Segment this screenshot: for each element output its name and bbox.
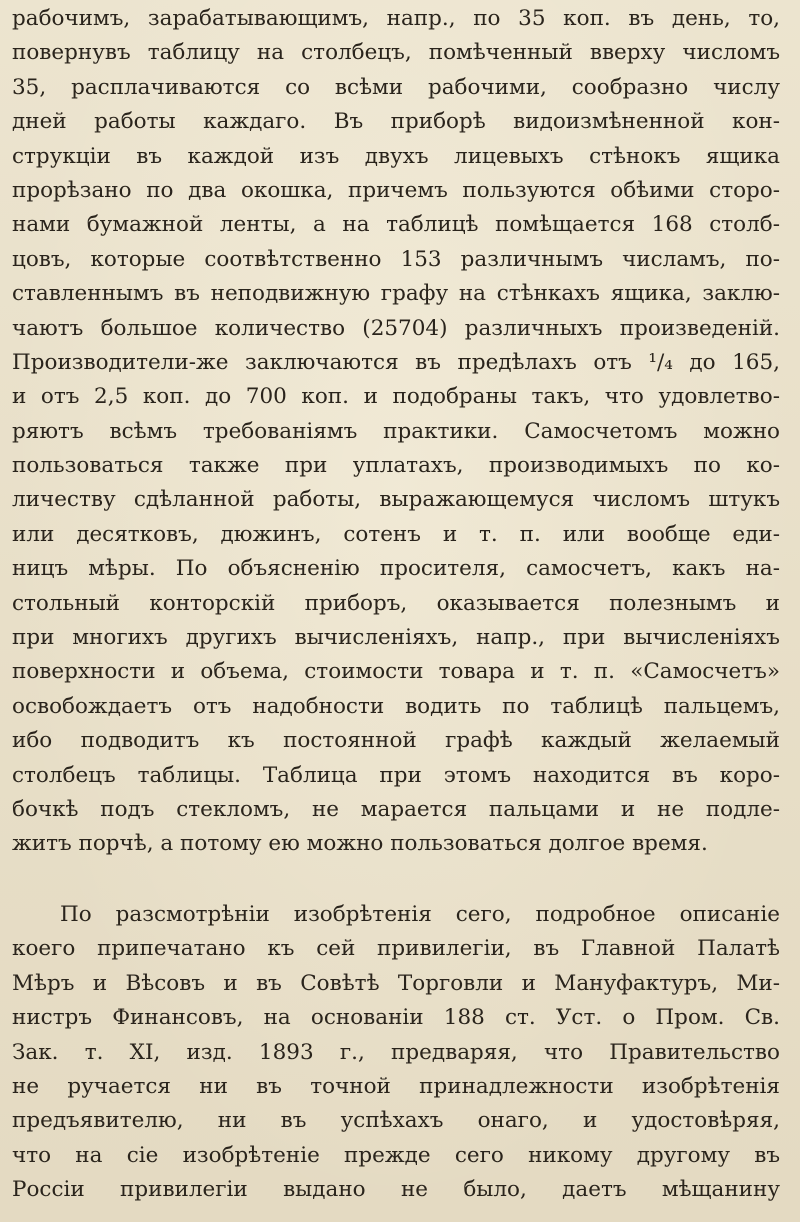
text-line: чаютъ большое количество (25704) различныхъ произведеній. xyxy=(12,315,780,341)
text-line: столбецъ таблицы. Таблица при этомъ находится въ коро- xyxy=(12,762,780,788)
text-line: предъявителю, ни въ успѣхахъ онаго, и удостовѣряя, xyxy=(12,1108,780,1134)
text-line: Мѣръ и Вѣсовъ и въ Совѣтѣ Торговли и Мануфактуръ, Ми- xyxy=(12,970,780,996)
text-line: ставленнымъ въ неподвижную графу на стѣнкахъ ящика, заклю- xyxy=(12,281,780,307)
text-line: стольный конторскій приборъ, оказывается полезнымъ и xyxy=(12,590,780,616)
text-line: или десятковъ, дюжинъ, сотенъ и т. п. или вообще еди- xyxy=(12,521,780,547)
text-line: поверхности и объема, стоимости товара и т. п. «Самосчетъ» xyxy=(12,659,780,685)
text-line: при многихъ другихъ вычисленіяхъ, напр., при вычисленіяхъ xyxy=(12,625,780,651)
text-line: и отъ 2,5 коп. до 700 коп. и подобраны такъ, что удовлетво- xyxy=(12,384,780,410)
text-line: цовъ, которые соотвѣтственно 153 различнымъ числамъ, по- xyxy=(12,246,780,272)
text-line: ибо подводитъ къ постоянной графѣ каждый желаемый xyxy=(12,728,780,754)
text-line: Зак. т. XI, изд. 1893 г., предваряя, что Правительство xyxy=(12,1039,780,1065)
text-line: личеству сдѣланной работы, выражающемуся числомъ штукъ xyxy=(12,487,780,513)
text-line: пользоваться также при уплатахъ, производимыхъ по ко- xyxy=(12,453,780,479)
text-line: освобождаетъ отъ надобности водить по таблицѣ пальцемъ, xyxy=(12,693,780,719)
text-line: нами бумажной ленты, а на таблицѣ помѣщается 168 столб- xyxy=(12,212,780,238)
text-line: Россіи привилегіи выдано не было, даетъ мѣщанину xyxy=(12,1177,780,1203)
text-line: ряютъ всѣмъ требованіямъ практики. Самосчетомъ можно xyxy=(12,418,780,444)
text-line: повернувъ таблицу на столбецъ, помѣченный вверху числомъ xyxy=(12,40,780,66)
text-line: дней работы каждаго. Въ приборѣ видоизмѣненной кон- xyxy=(12,109,780,135)
text-line: рабочимъ, зарабатывающимъ, напр., по 35 коп. въ день, то, xyxy=(12,6,780,31)
text-line: бочкѣ подъ стекломъ, не марается пальцами и не подле- xyxy=(12,796,780,822)
text-line: прорѣзано по два окошка, причемъ пользуются обѣими сторо- xyxy=(12,177,780,203)
text-line: ницъ мѣры. По объясненію просителя, самосчетъ, какъ на- xyxy=(12,556,780,582)
text-line: струкціи въ каждой изъ двухъ лицевыхъ стѣнокъ ящика xyxy=(12,143,780,169)
text-line: житъ порчѣ, а потому ею можно пользоваться долгое время. xyxy=(12,831,708,857)
paragraph-privilege-description xyxy=(12,2,780,862)
text-line: 35, расплачиваются со всѣми рабочими, сообразно числу xyxy=(12,74,780,100)
text-line: По разсмотрѣніи изобрѣтенія сего, подробное описаніе xyxy=(60,902,780,927)
text-line: что на сіе изобрѣтеніе прежде сего никому другому въ xyxy=(12,1142,780,1168)
paragraph-minister-decision xyxy=(12,898,780,1208)
text-line: коего припечатано къ сей привилегіи, въ Главной Палатѣ xyxy=(12,936,780,962)
text-line: не ручается ни въ точной принадлежности изобрѣтенія xyxy=(12,1073,780,1099)
text-line: нистръ Финансовъ, на основаніи 188 ст. Уст. о Пром. Св. xyxy=(12,1005,780,1031)
text-line: Производители-же заключаются въ предѣлахъ отъ ¹/₄ до 165, xyxy=(12,349,780,375)
